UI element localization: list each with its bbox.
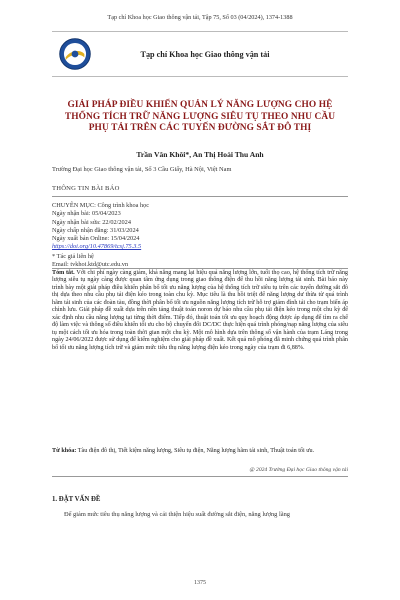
received-date: Ngày nhận bài: 05/04/2023	[52, 210, 121, 218]
affiliation: Trường Đại học Giao thông vận tải, Số 3 Cầu Giấy, Hà Nội, Việt Nam	[52, 166, 232, 173]
abstract-text: Với chi phí ngày càng giảm, khả năng mang lại hiệu quả năng lượng lớn, tuổi thọ cao, hệ thống tích trữ năng lượng siêu tụ ngày càng được quan tâm ứng dụng trong giao thông điện để thu hồi năng lượng tái sinh. Bài báo này trình bày một giải pháp điều khiển phân bổ tối ưu năng lượng của hệ thống tích trữ siêu tụ trên các tuyến đường sắt đô thị dựa theo nhu cầu phụ tải điện kéo trong toàn chu kỳ. Mục tiêu là thu hồi triệt để năng lượng dư thừa từ quá trình hãm tái sinh của các đoàn tàu, đồng thời phân bổ tối ưu nguồn năng lượng tích trữ hỗ trợ giảm đỉnh tải cho trạm biến áp chỉnh lưu. Giải pháp đề xuất dựa trên nền tảng thuật toán noron dự báo nhu cầu phụ tải điện kéo trong một chu kỳ để xác định nhu cầu năng lượng tại từng thời điểm. Tiếp đó, thuật toán tối ưu quy hoạch động được áp dụng để tìm ra chế độ làm việc và thông số điều khiển tối ưu cho bộ chuyển đổi DC/DC thực hiện quá trình phóng/nạp năng lượng của siêu tụ một cách tối ưu hóa trong toàn thời gian một chu kỳ. Một mô hình dựa trên thông số vận hành của trạm Láng trong ngày 24/06/2022 được sử dụng để kiểm nghiệm cho giải pháp đề xuất. Kết quả mô phỏng đã minh chứng quá trình phân bổ tối ưu năng lượng tích trữ và giảm mức tiêu thụ năng lượng điện kéo trong ngày của trạm đi 6,88%.	[52, 270, 348, 351]
accepted-date: Ngày chấp nhận đăng: 31/03/2024	[52, 226, 139, 234]
journal-banner	[52, 31, 348, 77]
running-head: Tạp chí Khoa học Giao thông vận tải, Tập 75, Số 03 (04/2024), 1374-1388	[107, 14, 293, 21]
title-line: GIẢI PHÁP ĐIỀU KHIỂN QUẢN LÝ NĂNG LƯỢNG CHO HỆ	[67, 100, 333, 110]
title-line: PHỤ TẢI TRÊN CÁC TUYẾN ĐƯỜNG SẮT ĐÔ THỊ	[88, 123, 312, 134]
copyright: @ 2024 Trường Đại học Giao thông vận tải	[249, 467, 348, 473]
revised-date: Ngày nhận bài sửa: 22/02/2024	[52, 218, 131, 226]
online-date: Ngày xuất bản Online: 15/04/2024	[52, 235, 140, 243]
author-email: Email: tvkhoi.ktd@utc.edu.vn	[52, 261, 129, 269]
title-line: THỐNG TÍCH TRỮ NĂNG LƯỢNG SIÊU TỤ THEO NHU CẦU	[64, 111, 336, 122]
journal-name: Tạp chí Khoa học Giao thông vận tải	[140, 49, 270, 59]
corresponding-note: * Tác giả liên hệ	[52, 252, 94, 260]
journal-logo-icon	[58, 37, 92, 71]
section-heading: 1. ĐẶT VẤN ĐỀ	[52, 496, 101, 503]
divider	[52, 268, 348, 269]
page-number: 1375	[194, 580, 206, 586]
divider	[52, 476, 348, 477]
keywords	[52, 448, 348, 455]
doi-link[interactable]: https://doi.org/10.47869/tcsj.75.3.5	[52, 243, 142, 251]
keywords-text: Tàu điện đô thị, Tiết kiệm năng lượng, Siêu tụ điện, Năng lượng hãm tái sinh, Thuật toán tối ưu.	[77, 448, 315, 454]
body-paragraph: Để giảm mức tiêu thụ năng lượng và cải thiện hiệu suất đường sắt điện, năng lượng lãng	[64, 511, 290, 518]
category: CHUYÊN MỤC: Công trình khoa học	[52, 202, 150, 209]
keywords-label: Từ khóa:	[52, 448, 77, 454]
paper-title	[56, 100, 344, 135]
article-info	[52, 202, 149, 269]
authors: Trần Văn Khôi*, An Thị Hoài Thu Anh	[136, 150, 264, 159]
abstract	[52, 270, 348, 352]
article-info-heading: THÔNG TIN BÀI BÁO	[52, 185, 120, 192]
divider	[52, 196, 348, 197]
abstract-label: Tóm tắt.	[52, 270, 75, 276]
